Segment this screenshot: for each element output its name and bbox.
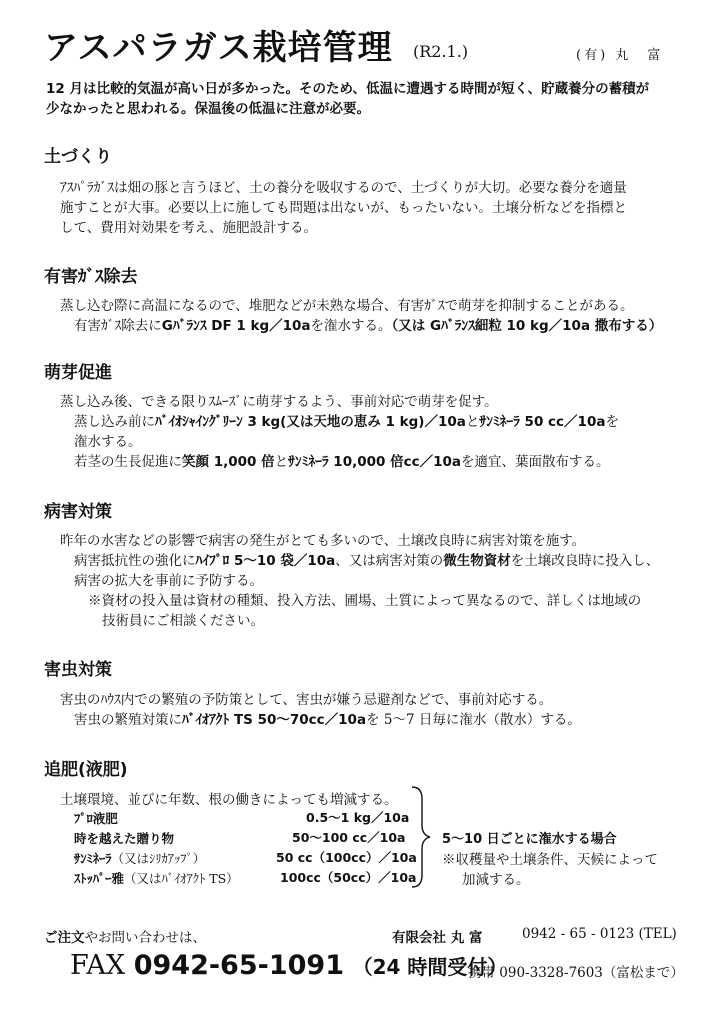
sprout-line-2: 蒸し込み前にﾊﾞｲｵｼｬｲﾝｸﾞﾘｰﾝ 3 kg(又は天地の恵み 1 kg)／10aとｻﾝﾐﾈｰﾗ 50 cc／10aを [74, 414, 619, 430]
table-row-amount: 50～100 cc／10a [292, 830, 406, 845]
issue-date: (R2.1.) [413, 42, 469, 61]
pest-line-1: 害虫のﾊｳｽ内での繁殖の予防策として、害虫が嫌う忌避剤などで、事前対応する。 [60, 692, 553, 708]
table-row: 時を越えた贈り物 [74, 831, 175, 846]
heading-pest: 害虫対策 [44, 660, 112, 680]
disease-line-3: 病害の拡大を事前に予防する。 [74, 573, 263, 589]
disease-line-2: 病害抵抗性の強化にﾊｲﾌﾟﾛ 5～10 袋／10a、又は病害対策の微生物資材を土壌改良時に投入し、 [74, 553, 660, 569]
disease-line-1: 昨年の水害などの影響で病害の発生がとても多いので、土壌改良時に病害対策を施す。 [60, 533, 586, 549]
heading-gas: 有害ｶﾞｽ除去 [44, 267, 138, 287]
footer-mobile: 携帯 090-3328-7603（富松まで） [468, 965, 684, 981]
table-row-amount: 100cc（50cc）／10a [280, 870, 417, 885]
gas-line-1: 蒸し込む際に高温になるので、堆肥などが未熟な場合、有害ｶﾞｽで萌芽を抑制することがある。 [60, 298, 634, 314]
order-inquiry: ご注文やお問い合わせは、 [44, 930, 206, 946]
topdress-side-3: 加減する。 [462, 872, 530, 888]
footer-company: 有限会社 丸 富 [392, 930, 483, 946]
footer-tel: 0942 - 65 - 0123 (TEL) [522, 926, 677, 942]
table-row-amount: 50 cc（100cc）／10a [276, 850, 417, 865]
table-row: ｻﾝﾐﾈｰﾗ（又はｼﾘｶｱｯﾌﾟ） [74, 851, 206, 866]
table-row: ｽﾄｯﾊﾟｰ雅（又はﾊﾞｲｵｱｸﾄ TS） [74, 871, 239, 886]
gas-line-2: 有害ｶﾞｽ除去にGﾊﾞﾗﾝｽ DF 1 kg／10aを潅水する。（又は Gﾊﾞﾗﾝｽ細粒 10 kg／10a 撒布する） [74, 318, 663, 334]
curly-brace-icon [408, 785, 434, 889]
page-title: アスパラガス栽培管理 [44, 28, 393, 68]
disease-line-5: 技術員にご相談ください。 [102, 613, 264, 629]
sprout-line-3: 潅水する。 [74, 434, 142, 450]
disease-line-4: ※資材の投入量は資材の種類、投入方法、圃場、土質によって異なるので、詳しくは地域の [88, 593, 642, 609]
soil-line-2: 施すことが大事。必要以上に施しても問題は出ないが、もったいない。土壌分析などを指標と [60, 200, 627, 216]
sprout-line-1: 蒸し込み後、できる限りｽﾑｰｽﾞに萌芽するよう、事前対応で萌芽を促す。 [60, 394, 498, 410]
fax-line: FAX 0942-65-1091 （24 時間受付） [70, 950, 508, 981]
intro-line-2: 少なかったと思われる。保温後の低温に注意が必要。 [46, 101, 370, 117]
pest-line-2: 害虫の繁殖対策にﾊﾞｲｵｱｸﾄ TS 50～70cc／10aを 5～7 日毎に潅水（散水）する。 [74, 712, 581, 728]
heading-topdress: 追肥(液肥) [44, 760, 128, 780]
fax-number: 0942-65-1091 [133, 950, 344, 981]
topdress-line-1: 土壌環境、並びに年数、根の働きによっても増減する。 [60, 792, 398, 808]
heading-soil: 土づくり [44, 147, 112, 167]
topdress-side-2: ※収穫量や土壌条件、天候によって [442, 852, 658, 868]
table-row: ﾌﾟﾛ液肥 [74, 811, 118, 826]
heading-sprout: 萌芽促進 [44, 363, 112, 383]
soil-line-3: して、費用対効果を考え、施肥設計する。 [60, 220, 318, 236]
sprout-line-4: 若茎の生長促進に笑顔 1,000 倍とｻﾝﾐﾈｰﾗ 10,000 倍cc／10aを適宜、葉面散布する。 [74, 454, 610, 470]
table-row-amount: 0.5～1 kg／10a [306, 810, 410, 825]
company-name: (有) 丸 富 [576, 48, 664, 63]
topdress-side-1: 5～10 日ごとに潅水する場合 [442, 832, 617, 847]
heading-disease: 病害対策 [44, 502, 112, 522]
soil-line-1: ｱｽﾊﾟﾗｶﾞｽは畑の豚と言うほど、土の養分を吸収するので、土づくりが大切。必要な養分を適量 [60, 180, 627, 196]
intro-line-1: 12 月は比較的気温が高い日が多かった。そのため、低温に遭遇する時間が短く、貯蔵養分の蓄積が [46, 81, 650, 97]
